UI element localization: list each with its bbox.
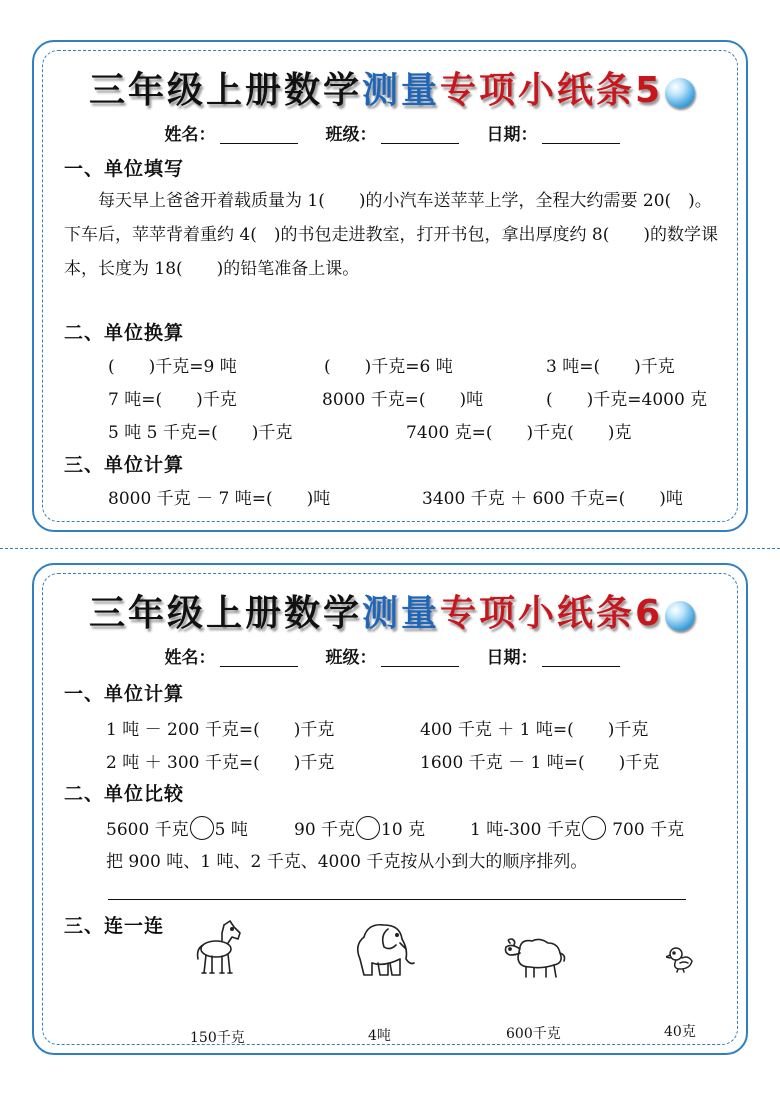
calc-item: 8000 千克 － 7 吨=( )吨 xyxy=(108,489,331,509)
section-heading: 二、单位换算 xyxy=(64,322,185,344)
worksheet-card-5 xyxy=(32,40,748,532)
cut-line xyxy=(0,548,780,549)
conversion-row xyxy=(34,385,750,417)
answer-line[interactable] xyxy=(108,899,686,900)
weight-label[interactable]: 40克 xyxy=(664,1024,696,1040)
date-field[interactable]: 日期： xyxy=(487,643,620,668)
order-text: 把 900 吨、1 吨、2 千克、4000 千克按从小到大的顺序排列。 xyxy=(106,852,588,872)
sheep-icon[interactable] xyxy=(502,933,568,979)
weight-label[interactable]: 150千克 xyxy=(190,1030,245,1046)
name-field[interactable]: 姓名： xyxy=(165,120,298,145)
card-title xyxy=(34,585,750,636)
calc-item: 2 吨 ＋ 300 千克=( )千克 xyxy=(106,753,335,773)
section-heading: 二、单位比较 xyxy=(64,783,185,805)
compare-row xyxy=(34,815,750,847)
conversion-item: 5 吨 5 千克=( )千克 xyxy=(108,423,293,443)
class-field[interactable]: 班级： xyxy=(326,120,459,145)
section-heading: 一、单位填写 xyxy=(64,158,185,180)
chick-icon[interactable] xyxy=(666,945,694,973)
student-info xyxy=(34,643,750,668)
elephant-icon[interactable] xyxy=(350,919,416,979)
conversion-item: ( )千克=6 吨 xyxy=(324,357,453,377)
calc-item: 1 吨 － 200 千克=( )千克 xyxy=(106,720,335,740)
calc-row xyxy=(34,715,750,747)
title-number: 5 xyxy=(634,70,664,111)
title-part-3: 专项小纸条 xyxy=(439,593,635,634)
conversion-item: 7400 克=( )千克( )克 xyxy=(406,423,632,443)
compare-circle[interactable] xyxy=(356,816,380,840)
conversion-item: ( )千克=9 吨 xyxy=(108,357,237,377)
calc-item: 1600 千克 － 1 吨=( )千克 xyxy=(420,753,660,773)
weight-label[interactable]: 600千克 xyxy=(506,1026,561,1042)
compare-circle[interactable] xyxy=(190,816,214,840)
fill-unit-paragraph: 每天早上爸爸开着载质量为 1( )的小汽车送苹苹上学，全程大约需要 20( )。下车后，苹苹背着重约 4( )的书包走进教室，打开书包，拿出厚度约 8( )的数学课本，长度为 18( )的铅笔准备上课。 xyxy=(64,191,718,279)
class-field[interactable]: 班级： xyxy=(326,643,459,668)
student-info xyxy=(34,120,750,145)
title-part-2: 测量 xyxy=(361,593,440,634)
calc-row xyxy=(34,748,750,780)
compare-item: 1 吨-300 千克 700 千克 xyxy=(470,815,684,840)
order-question xyxy=(34,847,750,879)
section-heading: 一、单位计算 xyxy=(64,683,185,705)
name-field[interactable]: 姓名： xyxy=(165,643,298,668)
worksheet-card-6 xyxy=(32,563,748,1055)
compare-circle[interactable] xyxy=(582,816,606,840)
conversion-item: 7 吨=( )千克 xyxy=(108,390,237,410)
title-part-1: 三年级上册数学 xyxy=(88,70,362,111)
card-title xyxy=(34,62,750,113)
title-part-2: 测量 xyxy=(361,70,440,111)
section-heading: 三、单位计算 xyxy=(64,454,185,476)
calc-item: 3400 千克 ＋ 600 千克=( )吨 xyxy=(422,489,683,509)
horse-icon[interactable] xyxy=(194,919,246,977)
conversion-item: 8000 千克=( )吨 xyxy=(322,390,484,410)
conversion-row xyxy=(34,352,750,384)
compare-item: 90 千克 10 克 xyxy=(294,815,425,840)
weight-label[interactable]: 4吨 xyxy=(368,1028,391,1044)
conversion-item: 3 吨=( )千克 xyxy=(546,357,675,377)
title-part-1: 三年级上册数学 xyxy=(88,593,362,634)
calc-row xyxy=(34,484,750,516)
compare-item: 5600 千克 5 吨 xyxy=(106,815,248,840)
title-part-3: 专项小纸条 xyxy=(439,70,635,111)
ball-icon xyxy=(665,78,695,108)
conversion-item: ( )千克=4000 克 xyxy=(546,390,708,410)
calc-item: 400 千克 ＋ 1 吨=( )千克 xyxy=(420,720,649,740)
ball-icon xyxy=(665,601,695,631)
date-field[interactable]: 日期： xyxy=(487,120,620,145)
conversion-row xyxy=(34,418,750,450)
section-heading: 三、连一连 xyxy=(64,915,165,937)
title-number: 6 xyxy=(634,593,664,634)
